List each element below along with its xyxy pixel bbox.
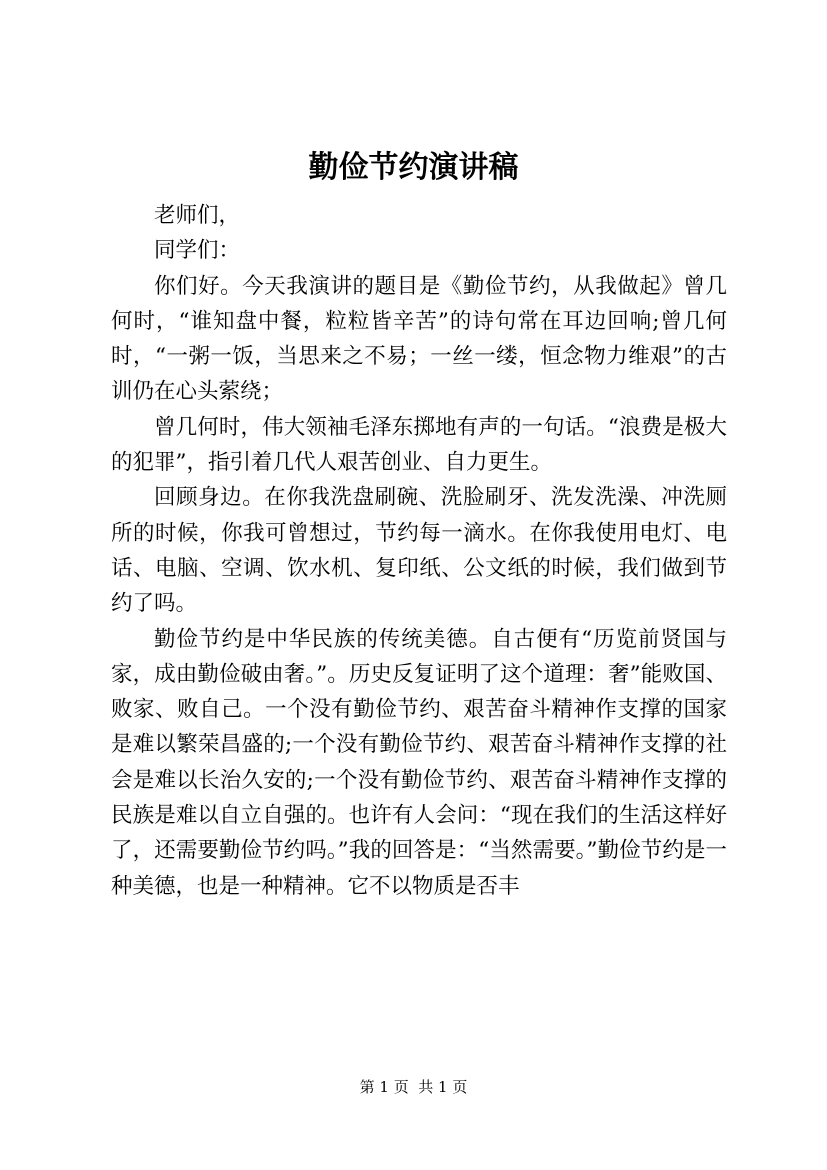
paragraph-greeting-teachers: 老师们，: [154, 203, 241, 228]
document-body: [111, 198, 727, 904]
paragraph-mao-quote: 曾几何时，伟大领袖毛泽东掷地有声的一句话。“浪费是极大的犯罪”，指引着几代人艰苦创业、自力更生。: [111, 414, 727, 476]
page-footer: [0, 1077, 827, 1097]
paragraph-look-around: 回顾身边。在你我洗盘刷碗、洗脸刷牙、洗发洗澡、冲洗厕所的时候，你我可曾想过，节约每一滴水。在你我使用电灯、电话、电脑、空调、饮水机、复印纸、公文纸的时候，我们做到节约了吗。: [111, 485, 727, 617]
paragraph-intro: 你们好。今天我演讲的题目是《勤俭节约，从我做起》曾几何时，“谁知盘中餐，粒粒皆辛苦”的诗句常在耳边回响;曾几何时，“一粥一饭，当思来之不易；一丝一缕，恒念物力维艰”的古训仍在心头萦绕；: [111, 273, 727, 405]
paragraph-tradition: 勤俭节约是中华民族的传统美德。自古便有“历览前贤国与家，成由勤俭破由奢。”。历史反复证明了这个道理：奢”能败国、败家、败自己。一个没有勤俭节约、艰苦奋斗精神作支撑的国家是难以繁荣昌盛的;一个没有勤俭节约、艰苦奋斗精神作支撑的社会是难以长治久安的;一个没有勤俭节约、艰苦奋斗精神作支撑的民族是难以自立自强的。也许有人会问：“现在我们的生活这样好了，还需要勤俭节约吗。”我的回答是：“当然需要。”勤俭节约是一种美德，也是一种精神。它不以物质是否丰: [111, 626, 727, 899]
document-title: 勤俭节约演讲稿: [308, 150, 519, 185]
paragraph-greeting-students: 同学们：: [154, 238, 241, 264]
page-number-label: 第 1 页 共 1 页: [359, 1078, 468, 1096]
